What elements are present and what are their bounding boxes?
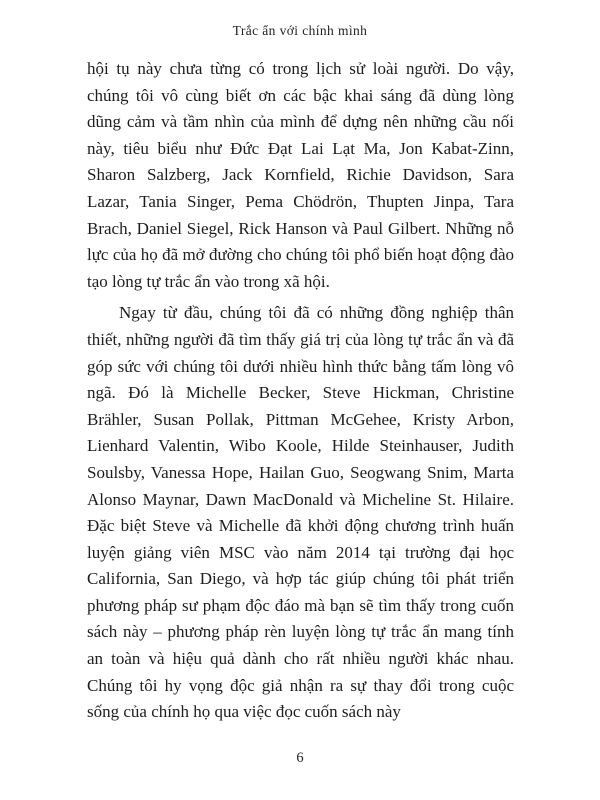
page-body [87,56,514,726]
page-number: 6 [296,750,304,766]
running-header: Trắc ẩn với chính mình [232,23,368,38]
paragraph: Ngay từ đầu, chúng tôi đã có những đồng nghiệp thân thiết, những người đã tìm thấy giá trị của lòng tự trắc ẩn và đã góp sức với chúng tôi dưới nhiều hình thức bằng tấm lòng vô ngã. Đó là Michelle Becker, Steve Hickman, Christine Brähler, Susan Pollak, Pittman McGehee, Kristy Arbon, Lienhard Valentin, Wibo Koole, Hilde Steinhauser, Judith Soulsby, Vanessa Hope, Hailan Guo, Seogwang Snim, Marta Alonso Maynar, Dawn MacDonald và Micheline St. Hilaire. Đặc biệt Steve và Michelle đã khởi động chương trình huấn luyện giảng viên MSC vào năm 2014 tại trường đại học California, San Diego, và hợp tác giúp chúng tôi phát triển phương pháp sư phạm độc đáo mà bạn sẽ tìm thấy trong cuốn sách này – phương pháp rèn luyện lòng tự trắc ẩn mang tính an toàn và hiệu quả dành cho rất nhiều người khác nhau. Chúng tôi hy vọng độc giả nhận ra sự thay đổi trong cuộc sống của chính họ qua việc đọc cuốn sách này [87,303,514,722]
paragraph-continuation: hội tụ này chưa từng có trong lịch sử loài người. Do vậy, chúng tôi vô cùng biết ơn các bậc khai sáng đã dùng lòng dũng cảm và tầm nhìn của mình để dựng nên những cầu nối này, tiêu biểu như Đức Đạt Lai Lạt Ma, Jon Kabat-Zinn, Sharon Salzberg, Jack Kornfield, Richie Davidson, Sara Lazar, Tania Singer, Pema Chödrön, Thupten Jinpa, Tara Brach, Daniel Siegel, Rick Hanson và Paul Gilbert. Những nỗ lực của họ đã mở đường cho chúng tôi phổ biến hoạt động đào tạo lòng tự trắc ẩn vào trong xã hội. [87,59,514,291]
